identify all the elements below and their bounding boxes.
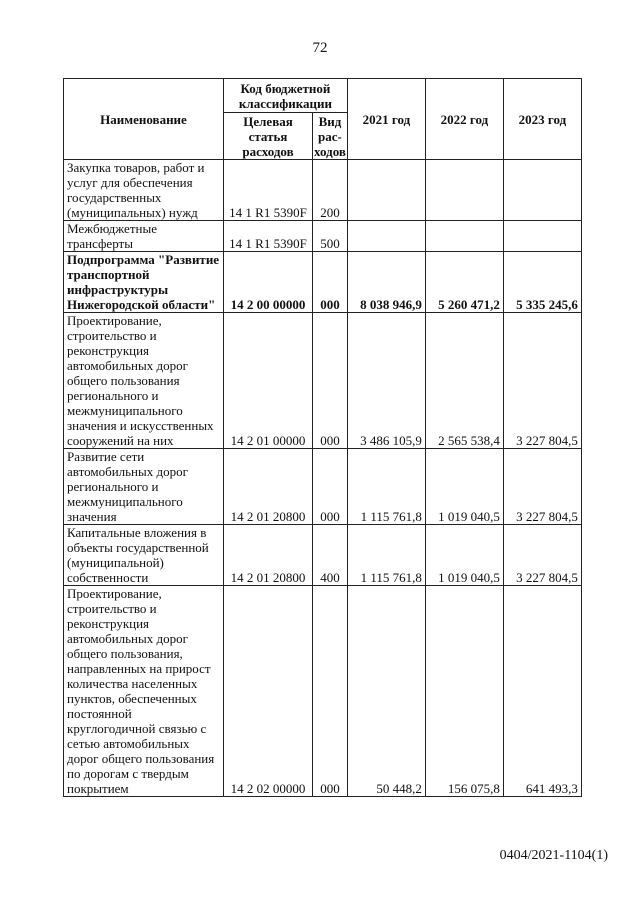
table-row <box>64 586 582 797</box>
row-value-2023: 3 227 804,5 <box>503 449 581 525</box>
row-target-article: 14 1 R1 5390F <box>224 160 313 221</box>
row-value-2023: 641 493,3 <box>503 586 581 797</box>
row-value-2023: 3 227 804,5 <box>503 313 581 449</box>
row-target-article: 14 2 01 20800 <box>224 449 313 525</box>
row-target-article: 14 1 R1 5390F <box>224 221 313 252</box>
row-expense-type: 000 <box>313 586 348 797</box>
row-value-2022 <box>425 160 503 221</box>
row-name: Подпрограмма "Развитие транспортной инфраструктуры Нижегородской области" <box>64 252 224 313</box>
row-value-2021 <box>347 160 425 221</box>
row-target-article: 14 2 02 00000 <box>224 586 313 797</box>
row-value-2022: 1 019 040,5 <box>425 525 503 586</box>
row-name: Проектирование, строительство и реконструкция автомобильных дорог общего пользования регионального и межмуниципального значения и искусственных сооружений на них <box>64 313 224 449</box>
row-value-2023 <box>503 160 581 221</box>
header-name: Наименование <box>64 79 224 160</box>
row-value-2022: 1 019 040,5 <box>425 449 503 525</box>
row-value-2021: 1 115 761,8 <box>347 525 425 586</box>
table-row <box>64 160 582 221</box>
row-value-2021: 8 038 946,9 <box>347 252 425 313</box>
page-number: 72 <box>312 40 328 56</box>
row-name: Проектирование, строительство и реконструкция автомобильных дорог общего пользования, направленных на прирост количества населенных пунктов, обеспеченных постоянной круглогодичной связью с сетью автомобильных дорог общего пользования по дорогам с твердым покрытием <box>64 586 224 797</box>
row-expense-type: 000 <box>313 449 348 525</box>
row-target-article: 14 2 01 00000 <box>224 313 313 449</box>
row-value-2023: 5 335 245,6 <box>503 252 581 313</box>
row-expense-type: 400 <box>313 525 348 586</box>
table-row <box>64 525 582 586</box>
header-2022: 2022 год <box>425 79 503 160</box>
row-value-2021 <box>347 221 425 252</box>
row-name: Развитие сети автомобильных дорог регионального и межмуниципального значения <box>64 449 224 525</box>
row-target-article: 14 2 01 20800 <box>224 525 313 586</box>
header-code-group: Код бюджетной классификации <box>224 79 348 113</box>
row-expense-type: 500 <box>313 221 348 252</box>
row-value-2022 <box>425 221 503 252</box>
row-value-2021: 3 486 105,9 <box>347 313 425 449</box>
table-row <box>64 449 582 525</box>
table-row <box>64 252 582 313</box>
row-expense-type: 000 <box>313 313 348 449</box>
row-target-article: 14 2 00 00000 <box>224 252 313 313</box>
row-value-2023: 3 227 804,5 <box>503 525 581 586</box>
row-value-2022: 2 565 538,4 <box>425 313 503 449</box>
table-row <box>64 313 582 449</box>
row-value-2023 <box>503 221 581 252</box>
header-2021: 2021 год <box>347 79 425 160</box>
row-expense-type: 200 <box>313 160 348 221</box>
row-value-2022: 5 260 471,2 <box>425 252 503 313</box>
row-value-2021: 50 448,2 <box>347 586 425 797</box>
row-name: Капитальные вложения в объекты государственной (муниципальной) собственности <box>64 525 224 586</box>
row-name: Закупка товаров, работ и услуг для обеспечения государственных (муниципальных) нужд <box>64 160 224 221</box>
row-value-2022: 156 075,8 <box>425 586 503 797</box>
document-code: 0404/2021-1104(1) <box>499 848 608 863</box>
row-value-2021: 1 115 761,8 <box>347 449 425 525</box>
header-2023: 2023 год <box>503 79 581 160</box>
row-name: Межбюджетные трансферты <box>64 221 224 252</box>
header-target-article: Целевая статья расходов <box>224 113 313 160</box>
budget-table <box>63 78 582 797</box>
table-row <box>64 221 582 252</box>
row-expense-type: 000 <box>313 252 348 313</box>
header-expense-type: Вид рас-ходов <box>314 113 346 159</box>
